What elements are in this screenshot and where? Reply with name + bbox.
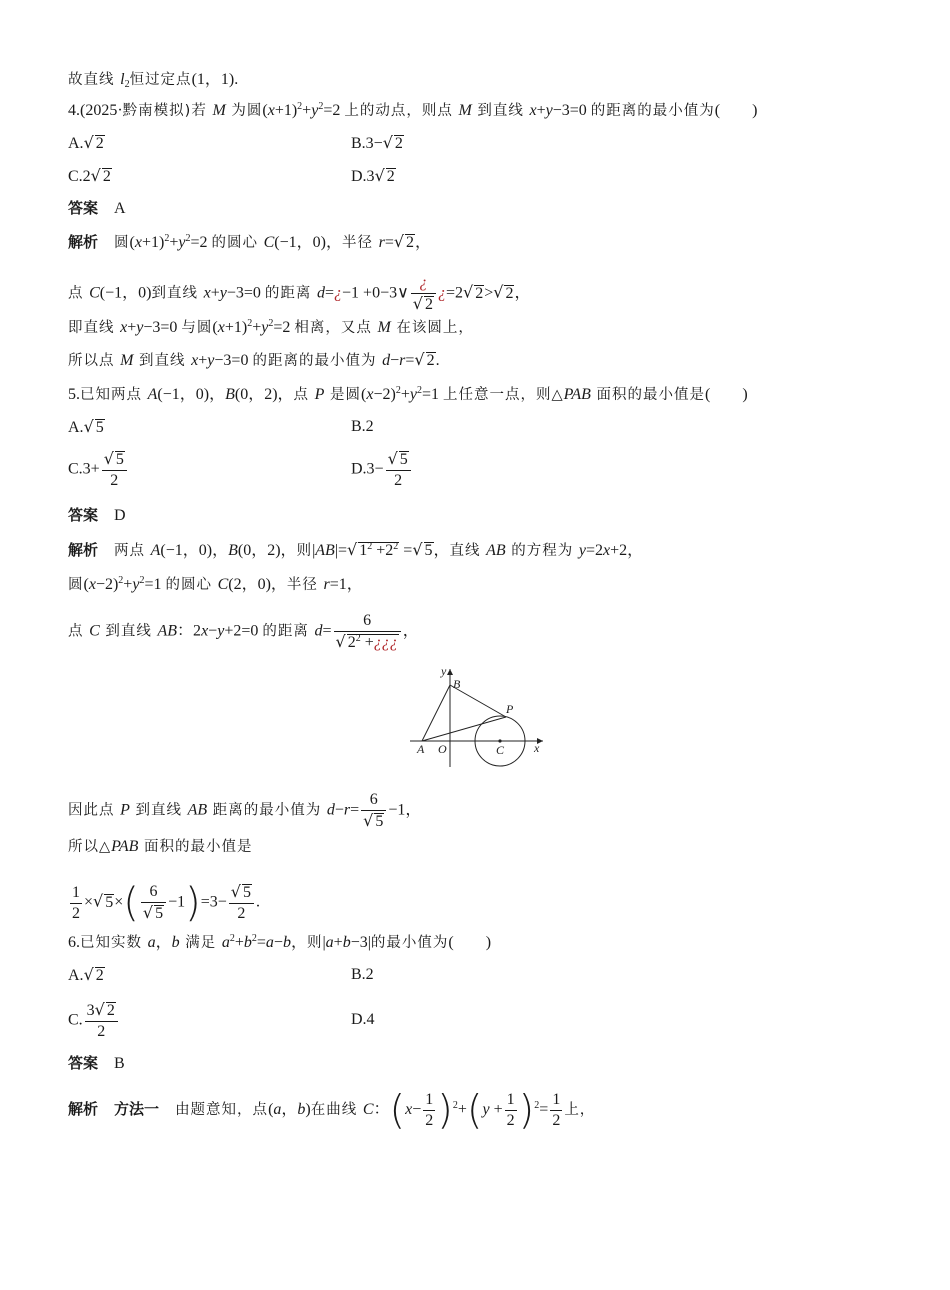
segment-ab (422, 685, 450, 741)
question-4-analysis-2: 点 C(−1，0)到直线 x+y−3=0 的距离 d=¿−1 +0−3∨ $\frac{¿}{√ 2}$ ¿=2√ 2>√ 2， (68, 274, 531, 313)
question-4-analysis-4: 所以点 M 到直线 x+y−3=0 的距离的最小值为 d−r=√ 2. (68, 350, 440, 369)
question-5-analysis-5: 所以△PAB 面积的最小值是 (68, 838, 253, 855)
question-4-option-b: B.3−√ 2 (351, 133, 403, 152)
question-4-stem: 4.(2025·黔南模拟)若 M 为圆$(x+1)^2+y^2=2$ 上的动点，则点 M 到直线 x+y−3=0 的距离的最小值为( ) (68, 101, 758, 119)
question-6-option-c: C. $\frac{3√ 2}{2}$ (68, 1000, 120, 1042)
question-6-option-d: D.4 (351, 1011, 375, 1028)
label-c: C (496, 743, 505, 757)
question-5-option-c: C.3+ $\frac{√ 5}{2}$ (68, 449, 129, 491)
question-6-option-a: A.√ 2 (68, 965, 104, 984)
label-p: P (506, 702, 514, 716)
question-4-analysis-3: 即直线 x+y−3=0 与圆$(x+1)^2+y^2=2$ 相离，又点 M 在该圆上， (68, 318, 474, 336)
question-5-analysis-6: $\frac{1}{2}$ ×√ 5×( $\frac{6}{√ 5}$ −1)=3− $\frac{√ 5}{2}$ . (72, 880, 260, 926)
question-5-stem: 5.已知两点 A(−1，0)，B(0，2)，点 P 是圆$(x-2)^2+y^2=1$ 上任意一点，则△PAB 面积的最小值是( ) (68, 385, 748, 403)
text-line-fixed-point: 故直线 $l_2$恒过定点(1，1). (68, 71, 239, 90)
question-5-analysis-1: 解析 两点 A(−1，0)，B(0，2)，则|AB|=√ $1^2 +2^2$ =√ 5，直线 AB 的方程为 y=2x+2， (68, 540, 644, 559)
question-5-option-b: B.2 (351, 418, 374, 435)
y-axis-arrow-icon (447, 669, 453, 675)
question-5-analysis-4: 因此点 P 到直线 AB 距离的最小值为 d−r= $\frac{6}{√ 5}$ −1， (68, 791, 422, 830)
label-x: x (534, 741, 540, 755)
question-5-option-a: A.√ 5 (68, 417, 104, 436)
question-4-option-c: C.2√ 2 (68, 166, 111, 185)
question-5-option-d: D.3− $\frac{√ 5}{2}$ (351, 449, 413, 491)
question-5-analysis-2: 圆$(x-2)^2+y^2=1$ 的圆心 C(2，0)，半径 r=1， (68, 575, 363, 593)
label-b: B (453, 677, 461, 691)
question-4-option-d: D.3√ 2 (351, 166, 395, 185)
segment-ap (422, 717, 506, 741)
question-6-analysis-1: 解析 方法一 由题意知，点(a，b)在曲线 C：(x− $\frac{1}{2}$ )$^2$+(y + $\frac{1}{2}$ )$^2$= $\frac{1}{2}$ 上， (68, 1087, 596, 1134)
question-6-option-b: B.2 (351, 966, 374, 983)
question-5-analysis-3: 点 C 到直线 AB：2x−y+2=0 的距离 d= $\frac{6}{√ 2^2 +¿¿¿}$ ， (68, 612, 419, 651)
question-5-answer: 答案 D (68, 506, 126, 524)
question-6-answer: 答案 B (68, 1054, 125, 1072)
label-y: y (441, 664, 447, 678)
question-6-stem: 6.已知实数 a，b 满足 $a^2+b^2=a-b$，则|a+b−3|的最小值为( ) (68, 933, 492, 951)
question-4-answer: 答案 A (68, 199, 126, 217)
question-4-option-a: A.√ 2 (68, 133, 104, 152)
label-a: A (417, 742, 425, 756)
label-o: O (438, 742, 447, 756)
geometry-figure (405, 663, 550, 773)
question-4-analysis-1: 解析 圆$(x+1)^2+y^2=2$ 的圆心 C(−1，0)，半径 r=√ 2， (68, 232, 432, 251)
